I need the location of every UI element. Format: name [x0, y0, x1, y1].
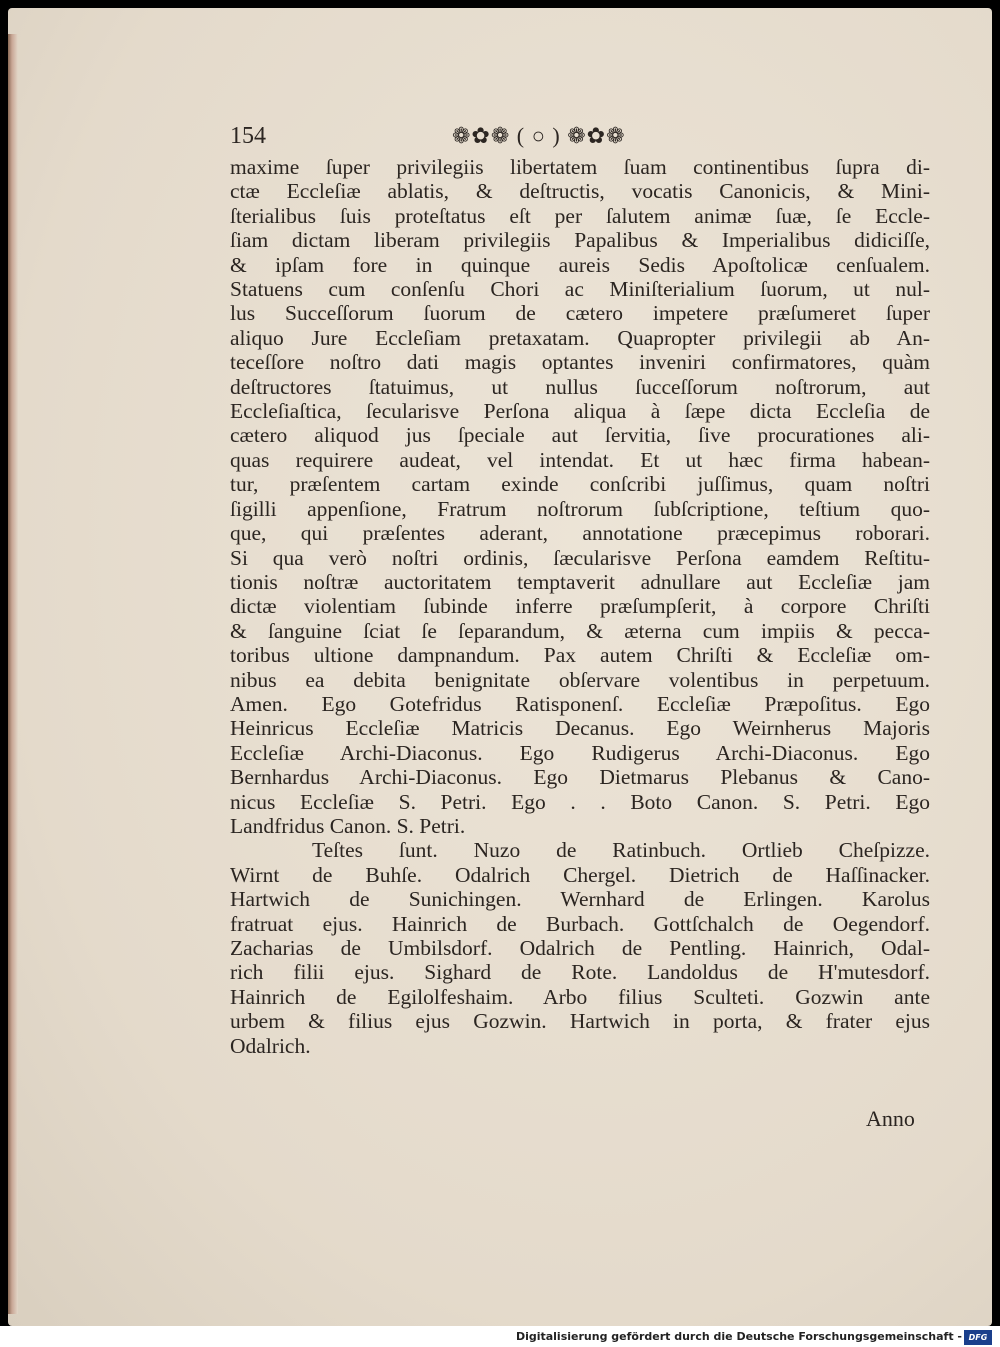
text-line: ſiam dictam liberam privilegiis Papalibus & Imperialibus didiciſſe, — [230, 228, 930, 253]
text-line: toribus ultione dampnandum. Pax autem Chriſti & Eccleſiæ om- — [230, 643, 930, 668]
text-line: aliquo Jure Eccleſiam pretaxatam. Quapropter privilegii ab An- — [230, 325, 930, 350]
text-line: que, qui præſentes aderant, annotatione præcepimus roborari. — [230, 521, 930, 546]
text-line: Bernhardus Archi-Diaconus. Ego Dietmarus Plebanus & Cano- — [230, 765, 930, 790]
text-line: Odalrich. — [230, 1033, 311, 1058]
text-line: & ipſam fore in quinque aureis Sedis Apoſtolicæ cenſualem. — [230, 252, 930, 277]
text-line: Eccleſiaſtica, ſecularisve Perſona aliqua à ſæpe dicta Eccleſia de — [230, 399, 930, 424]
text-line: teceſſore noſtro dati magis optantes inveniri confirmatores, quàm — [230, 350, 930, 375]
header-ornament: ❁✿❁ ( ○ ) ❁✿❁ — [452, 123, 626, 148]
text-line: ctæ Eccleſiæ ablatis, & deſtructis, vocatis Canonicis, & Mini- — [230, 179, 930, 204]
text-line: nibus ea debita benignitate obſervare volentibus in perpetuum. — [230, 667, 930, 692]
text-line: lus Succeſſorum ſuorum de cætero impetere præſumeret ſuper — [230, 301, 930, 326]
text-line: Heinricus Eccleſiæ Matricis Decanus. Ego Weirnherus Majoris — [230, 716, 930, 741]
funding-credit: Digitalisierung gefördert durch die Deutsche Forschungsgemeinschaft - — [515, 1330, 962, 1343]
text-line: Hartwich de Sunichingen. Wernhard de Erlingen. Karolus — [230, 887, 930, 912]
text-line: Eccleſiæ Archi-Diaconus. Ego Rudigerus Archi-Diaconus. Ego — [230, 740, 930, 765]
text-line: Statuens cum conſenſu Chori ac Miniſterialium ſuorum, ut nul- — [230, 277, 930, 302]
text-line: Wirnt de Buhſe. Odalrich Chergel. Dietrich de Haſſinacker. — [230, 862, 930, 887]
text-line: tur, præſentem cartam exinde conſcribi juſſimus, quam noſtri — [230, 472, 930, 497]
text-line: quas requirere audeat, vel intendat. Et ut hæc firma habean- — [230, 447, 930, 472]
text-line: maxime ſuper privilegiis libertatem ſuam continentibus ſupra di- — [230, 155, 930, 179]
text-line: tionis noſtræ auctoritatem temptaverit adnullare aut Eccleſiæ jam — [230, 569, 930, 594]
text-line: fratruat ejus. Hainrich de Burbach. Gottſchalch de Oegendorf. — [230, 911, 930, 936]
text-line: & ſanguine ſciat ſe ſeparandum, & æterna cum impiis & pecca- — [230, 618, 930, 643]
text-line: Landfridus Canon. S. Petri. — [230, 813, 466, 838]
body-text — [230, 155, 930, 1058]
footer-bar — [0, 1326, 1000, 1347]
text-line: urbem & filius ejus Gozwin. Hartwich in porta, & frater ejus — [230, 1009, 930, 1034]
text-line: cætero aliquod jus ſpeciale aut ſervitia, ſive procurationes ali- — [230, 423, 930, 448]
catchword: Anno — [866, 1106, 915, 1131]
text-line: Si qua verò noſtri ordinis, ſæcularisve Perſona eamdem Reſtitu- — [230, 545, 930, 570]
text-line: Teſtes ſunt. Nuzo de Ratinbuch. Ortlieb Cheſpizze. — [312, 838, 930, 863]
text-line: nicus Eccleſiæ S. Petri. Ego . . Boto Canon. S. Petri. Ego — [230, 789, 930, 814]
page-header — [230, 123, 920, 151]
text-line: ſterialibus ſuis proteſtatus eſt per ſalutem animæ ſuæ, ſe Eccle- — [230, 203, 930, 228]
text-line: deſtructores ſtatuimus, ut nullus ſucceſſorum noſtrorum, aut — [230, 374, 930, 399]
text-line: Amen. Ego Gotefridus Ratisponenſ. Eccleſiæ Præpoſitus. Ego — [230, 691, 930, 716]
dfg-logo-icon: DFG — [964, 1330, 992, 1345]
page-number: 154 — [230, 123, 266, 149]
text-line: Hainrich de Egilolfeshaim. Arbo filius Sculteti. Gozwin ante — [230, 984, 930, 1009]
text-line: rich filii ejus. Sighard de Rote. Landoldus de H'mutesdorf. — [230, 960, 930, 985]
text-line: ſigilli appenſione, Fratrum noſtrorum ſubſcriptione, teſtium quo- — [230, 496, 930, 521]
text-line: Zacharias de Umbilsdorf. Odalrich de Pentling. Hainrich, Odal- — [230, 936, 930, 960]
page-edge — [8, 34, 18, 1314]
text-line: dictæ violentiam ſubinde inferre præſumpſerit, à corpore Chriſti — [230, 594, 930, 619]
